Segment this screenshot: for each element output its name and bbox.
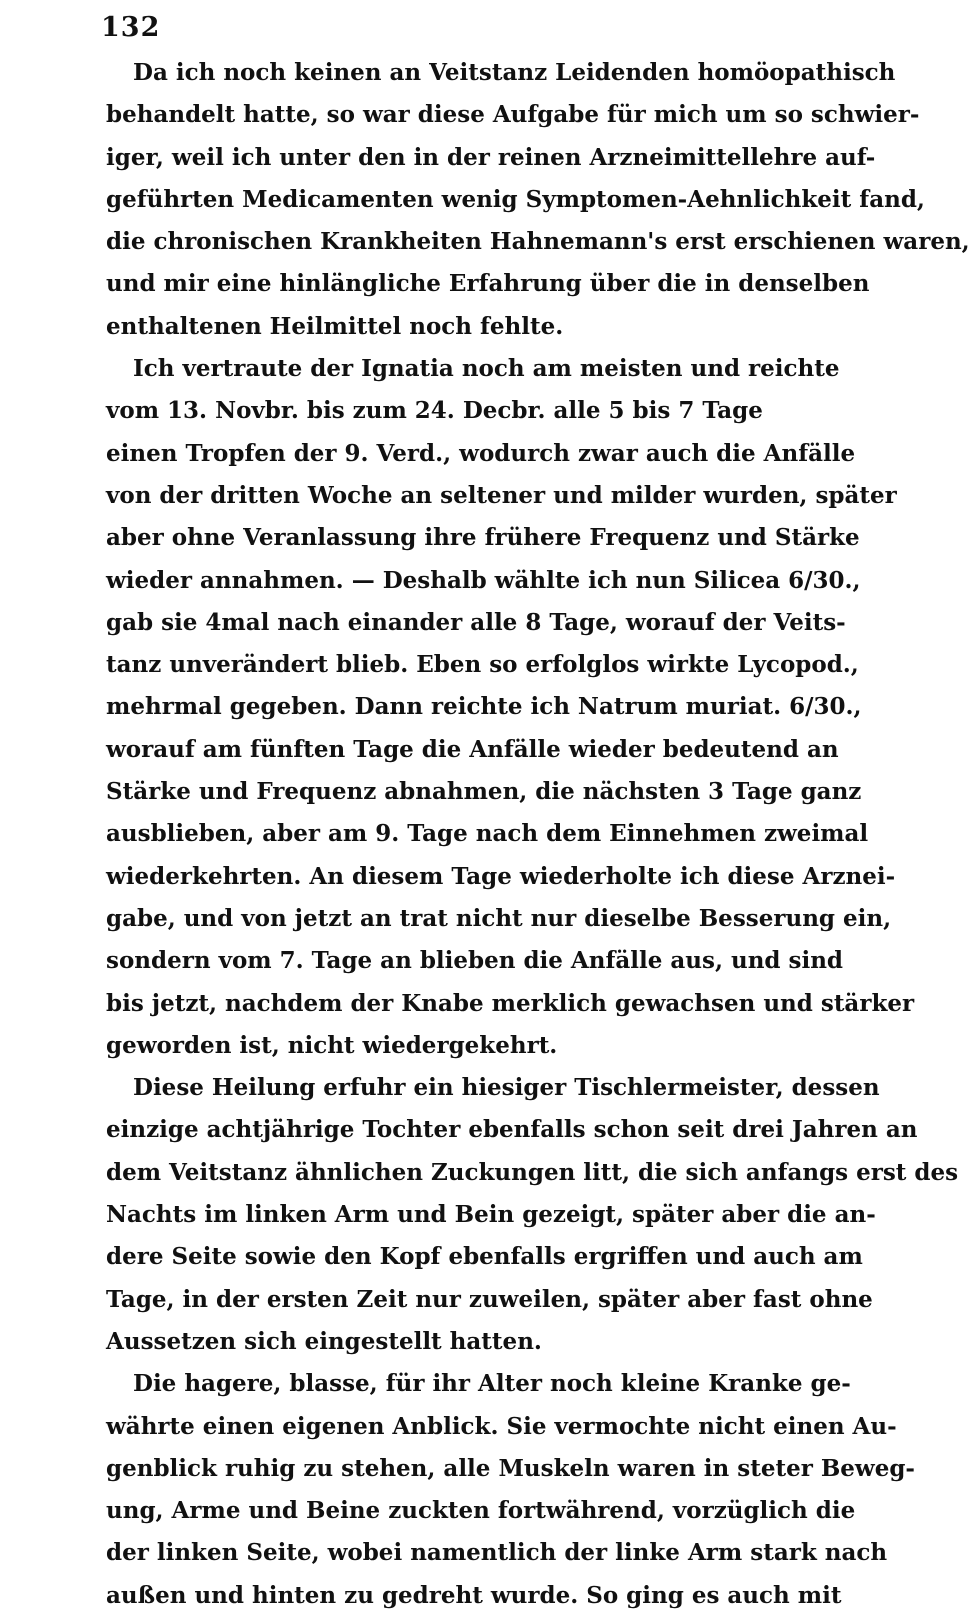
text-line: wiederkehrten. An diesem Tage wiederholte ich diese Arznei- — [106, 862, 896, 890]
text-line: gabe, und von jetzt an trat nicht nur dieselbe Besserung ein, — [106, 904, 892, 932]
text-line: der linken Seite, wobei namentlich der linke Arm stark nach — [106, 1539, 888, 1567]
text-line: und mir eine hinlängliche Erfahrung über die in denselben — [106, 270, 870, 298]
text-line: tanz unverändert blieb. Eben so erfolglos wirkte Lycopod., — [106, 651, 859, 679]
text-line: bis jetzt, nachdem der Knabe merklich gewachsen und stärker — [106, 989, 915, 1017]
text-line: Ich vertraute der Ignatia noch am meisten und reichte — [133, 355, 840, 383]
text-line: währte einen eigenen Anblick. Sie vermochte nicht einen Au- — [106, 1412, 897, 1440]
text-line: enthaltenen Heilmittel noch fehlte. — [106, 312, 564, 340]
text-line: genblick ruhig zu stehen, alle Muskeln waren in steter Beweg- — [106, 1454, 915, 1482]
text-line: geführten Medicamenten wenig Symptomen-Aehnlichkeit fand, — [106, 185, 925, 213]
text-line: von der dritten Woche an seltener und milder wurden, später — [106, 481, 897, 509]
text-line: geworden ist, nicht wiedergekehrt. — [106, 1031, 558, 1059]
text-line: gab sie 4mal nach einander alle 8 Tage, worauf der Veits- — [106, 608, 846, 636]
text-line: mehrmal gegeben. Dann reichte ich Natrum muriat. 6/30., — [106, 693, 862, 721]
text-line: außen und hinten zu gedreht wurde. So ging es auch mit — [106, 1581, 842, 1609]
text-line: iger, weil ich unter den in der reinen Arzneimittellehre auf- — [106, 143, 876, 171]
text-line: dem Veitstanz ähnlichen Zuckungen litt, die sich anfangs erst des — [106, 1158, 959, 1186]
text-line: aber ohne Veranlassung ihre frühere Frequenz und Stärke — [106, 524, 860, 552]
text-line: Diese Heilung erfuhr ein hiesiger Tischlermeister, dessen — [133, 1074, 880, 1102]
text-line: wieder annahmen. — Deshalb wählte ich nun Silicea 6/30., — [106, 566, 861, 594]
text-line: ung, Arme und Beine zuckten fortwährend, vorzüglich die — [106, 1497, 856, 1525]
text-line: Da ich noch keinen an Veitstanz Leidenden homöopathisch — [133, 59, 896, 86]
body-text — [106, 52, 970, 1617]
text-line: worauf am fünften Tage die Anfälle wieder bedeutend an — [106, 735, 839, 763]
text-line: Aussetzen sich eingestellt hatten. — [106, 1327, 542, 1355]
text-line: vom 13. Novbr. bis zum 24. Decbr. alle 5 bis 7 Tage — [106, 397, 763, 425]
text-line: die chronischen Krankheiten Hahnemann's erst erschienen waren, — [106, 228, 970, 256]
text-line: ausblieben, aber am 9. Tage nach dem Einnehmen zweimal — [106, 820, 869, 848]
text-line: Tage, in der ersten Zeit nur zuweilen, später aber fast ohne — [106, 1285, 873, 1313]
text-line: einzige achtjährige Tochter ebenfalls schon seit drei Jahren an — [106, 1116, 918, 1144]
text-line: einen Tropfen der 9. Verd., wodurch zwar auch die Anfälle — [106, 439, 856, 467]
text-line: Die hagere, blasse, für ihr Alter noch kleine Kranke ge- — [133, 1370, 851, 1398]
text-line: sondern vom 7. Tage an blieben die Anfälle aus, und sind — [106, 947, 843, 975]
text-line: Stärke und Frequenz abnahmen, die nächsten 3 Tage ganz — [106, 778, 862, 806]
text-line: behandelt hatte, so war diese Aufgabe für mich um so schwier- — [106, 101, 920, 129]
text-line: Nachts im linken Arm und Bein gezeigt, später aber die an- — [106, 1201, 876, 1229]
page-number: 132 — [101, 12, 161, 43]
text-line: dere Seite sowie den Kopf ebenfalls ergriffen und auch am — [106, 1243, 863, 1271]
